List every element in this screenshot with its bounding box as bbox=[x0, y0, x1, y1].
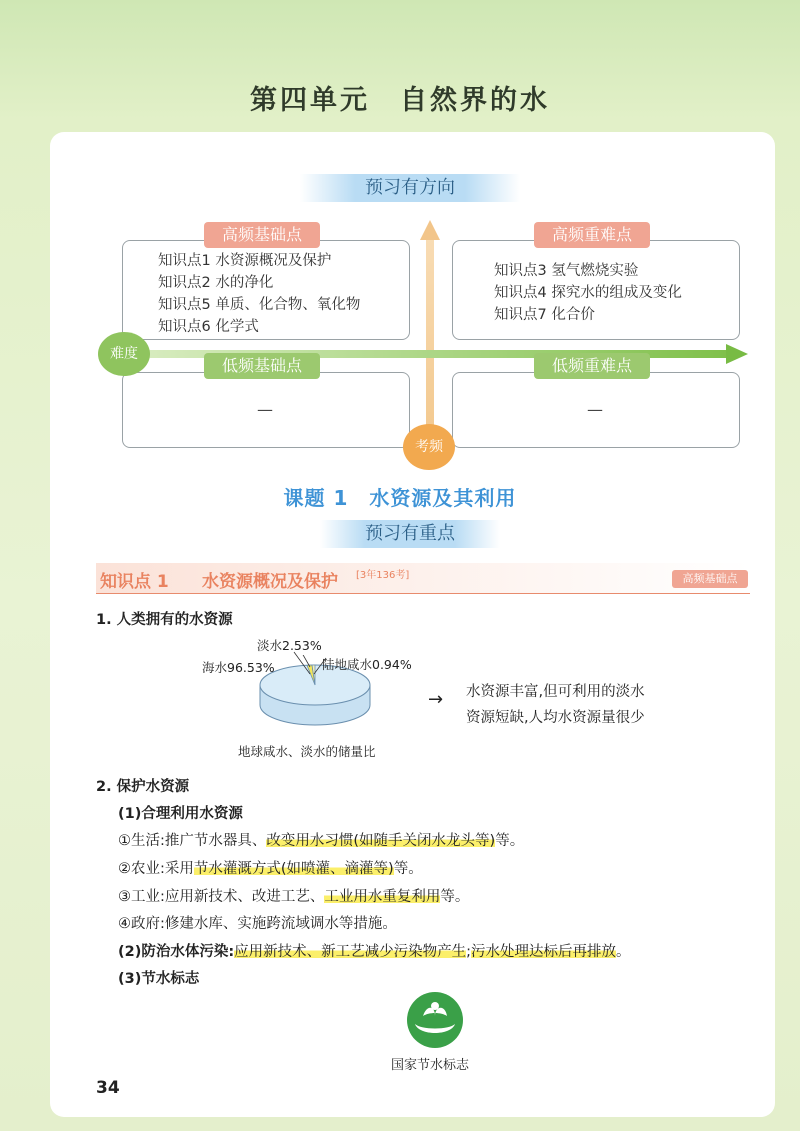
sub1-heading: (1)合理利用水资源 bbox=[118, 806, 243, 822]
high-basic-tag: 高频基础点 bbox=[204, 222, 320, 248]
preview-focus-banner: 预习有重点 bbox=[320, 520, 500, 548]
government-line: ④政府:修建水库、实施跨流域调水等措施。 bbox=[118, 916, 397, 932]
page-number: 34 bbox=[96, 1078, 120, 1098]
list-item: 知识点7 化合价 bbox=[494, 307, 595, 323]
low-hard-content: — bbox=[587, 400, 603, 419]
pollution-line: (2)防治水体污染:应用新技术、新工艺减少污染物产生;污水处理达标后再排放。 bbox=[118, 944, 631, 960]
kp1-label: 知识点 1 bbox=[100, 572, 169, 592]
list-item: 知识点3 氢气燃烧实验 bbox=[494, 263, 639, 279]
difficulty-axis-label: 难度 bbox=[98, 332, 150, 376]
preview-direction-banner: 预习有方向 bbox=[300, 174, 520, 202]
low-basic-content: — bbox=[257, 400, 273, 419]
low-basic-tag: 低频基础点 bbox=[204, 353, 320, 379]
list-item: 知识点2 水的净化 bbox=[158, 275, 274, 291]
list-item: 知识点4 探究水的组成及变化 bbox=[494, 285, 682, 301]
chart-label-seawater: 海水96.53% bbox=[202, 660, 275, 675]
chart-label-freshwater: 淡水2.53% bbox=[257, 638, 322, 653]
kp1-badge: 高频基础点 bbox=[672, 570, 748, 588]
lesson-title: 课题 1 水资源及其利用 bbox=[283, 486, 517, 510]
list-item: 知识点1 水资源概况及保护 bbox=[158, 253, 332, 269]
agriculture-line: ②农业:采用节水灌溉方式(如喷灌、滴灌等)等。 bbox=[118, 861, 423, 877]
logo-caption: 国家节水标志 bbox=[391, 1058, 470, 1073]
conclusion-line-1: 水资源丰富,但可利用的淡水 bbox=[466, 684, 645, 700]
sub3-heading: (3)节水标志 bbox=[118, 971, 200, 987]
high-basic-list bbox=[158, 250, 360, 338]
chart-leader-lines bbox=[280, 648, 340, 678]
kp1-title: 水资源概况及保护 bbox=[202, 572, 338, 592]
chart-caption: 地球咸水、淡水的储量比 bbox=[238, 744, 376, 759]
frequency-axis-arrow bbox=[418, 218, 442, 438]
list-item: 知识点5 单质、化合物、氧化物 bbox=[158, 297, 361, 313]
frequency-axis-label: 考频 bbox=[403, 424, 455, 470]
life-line: ①生活:推广节水器具、改变用水习惯(如随手关闭水龙头等)等。 bbox=[118, 833, 525, 849]
kp1-exam-note: [3年136考] bbox=[356, 570, 410, 581]
highlight: 工业用水重复利用 bbox=[324, 889, 441, 905]
high-hard-list bbox=[494, 260, 682, 326]
highlight: 节水灌溉方式(如喷灌、滴灌等) bbox=[193, 861, 394, 877]
list-item: 知识点6 化学式 bbox=[158, 319, 259, 335]
low-hard-tag: 低频重难点 bbox=[534, 353, 650, 379]
kp1-header-bar bbox=[96, 563, 750, 594]
highlight: 应用新技术、新工艺减少污染物产生 bbox=[234, 944, 467, 960]
conclusion-line-2: 资源短缺,人均水资源量很少 bbox=[466, 710, 645, 726]
section-2-heading: 2. 保护水资源 bbox=[96, 779, 190, 795]
chart-label-land-saltwater: 陆地咸水0.94% bbox=[322, 657, 412, 672]
high-hard-tag: 高频重难点 bbox=[534, 222, 650, 248]
highlight: 改变用水习惯(如随手关闭水龙头等) bbox=[266, 833, 496, 849]
water-saving-logo-icon bbox=[405, 990, 465, 1050]
conclusion-arrow: → bbox=[428, 689, 444, 710]
industry-line: ③工业:应用新技术、改进工艺、工业用水重复利用等。 bbox=[118, 889, 470, 905]
section-1-heading: 1. 人类拥有的水资源 bbox=[96, 612, 233, 628]
highlight: 污水处理达标后再排放 bbox=[471, 944, 617, 960]
unit-title: 第四单元 自然界的水 bbox=[250, 85, 550, 116]
